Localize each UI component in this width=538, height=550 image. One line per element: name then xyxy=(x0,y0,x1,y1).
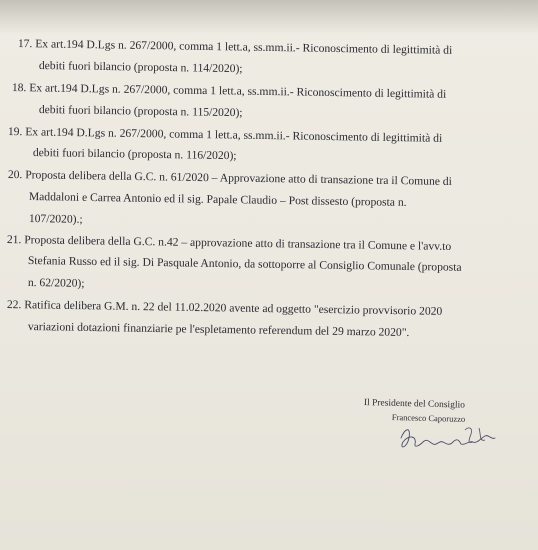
signature-name: Francesco Caporuzzo xyxy=(391,412,466,424)
item-22-line-1: 22. Ratifica delibera G.M. n. 22 del 11.02.2020 avente ad oggetto "esercizio provvisorio 2020 xyxy=(6,298,443,318)
page-shadow xyxy=(0,0,538,34)
item-17-line-1: 17. Ex art.194 D.Lgs n. 267/2000, comma 1 lett.a, ss.mm.ii.- Riconoscimento di legittimità di xyxy=(17,37,453,57)
handwritten-signature xyxy=(395,420,505,460)
item-18-line-1: 18. Ex art.194 D.Lgs n. 267/2000, comma 1 lett.a, ss.mm.ii.- Riconoscimento di legittimità di xyxy=(11,81,447,101)
item-18-line-2: debiti fuori bilancio (proposta n. 115/2020); xyxy=(38,103,243,120)
item-19-line-2: debiti fuori bilancio (proposta n. 116/2020); xyxy=(32,146,237,163)
item-22-line-2: variazioni dotazioni finanziarie pe l'espletamento referendum del 29 marzo 2020". xyxy=(27,320,410,339)
item-20-line-3: 107/2020).; xyxy=(28,212,83,226)
item-21-line-1: 21. Proposta delibera della G.C. n.42 – approvazione atto di transazione tra il Comune e l'avv.to xyxy=(6,233,452,253)
item-21-line-2: Stefania Russo ed il sig. Di Pasquale Antonio, da sottoporre al Consiglio Comunale (proposta xyxy=(27,254,462,274)
item-19-line-1: 19. Ex art.194 D.Lgs n. 267/2000, comma 1 lett.a, ss.mm.ii.- Riconoscimento di legittimità di xyxy=(7,125,443,145)
item-17-line-2: debiti fuori bilancio (proposta n. 114/2020); xyxy=(38,59,243,76)
item-20-line-2: Maddaloni e Carrea Antonio ed il sig. Papale Claudio – Post dissesto (proposta n. xyxy=(28,190,407,209)
item-20-line-1: 20. Proposta delibera della G.C. n. 61/2020 – Approvazione atto di transazione tra il Comune di xyxy=(7,168,452,188)
signature-role: Il Presidente del Consiglio xyxy=(363,398,466,411)
item-21-line-3: n. 62/2020); xyxy=(27,276,85,290)
